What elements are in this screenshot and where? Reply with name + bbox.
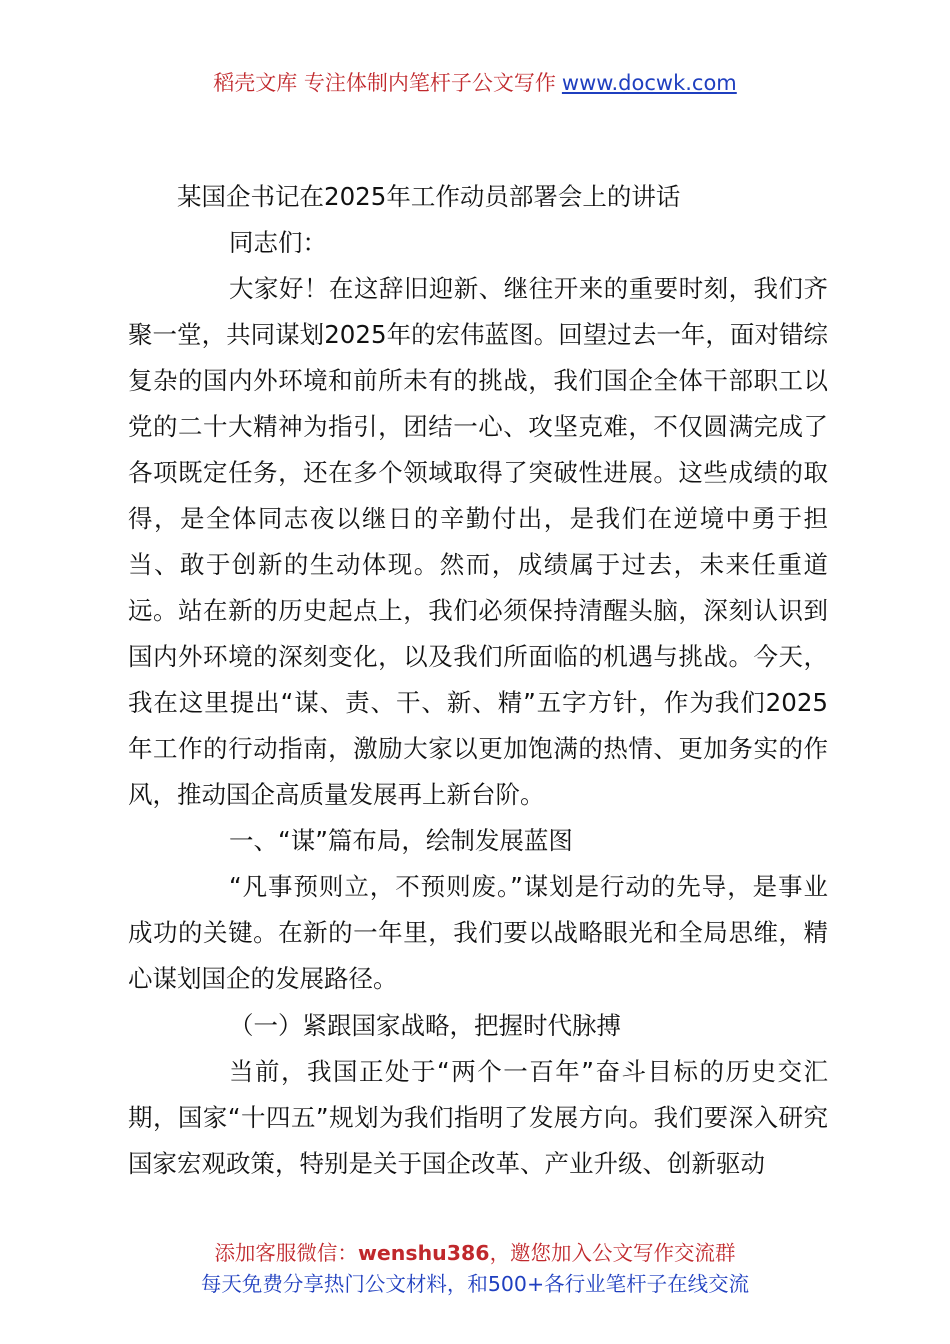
footer-contact-suffix: ，邀您加入公文写作交流群 (489, 1241, 736, 1265)
intro-paragraph: 大家好！在这辞旧迎新、继往开来的重要时刻，我们齐聚一堂，共同谋划2025年的宏伟蓝图。回望过去一年，面对错综复杂的国内外环境和前所未有的挑战，我们国企全体干部职工以党的二十大精神为指引，团结一心、攻坚克难，不仅圆满完成了各项既定任务，还在多个领域取得了突破性进展。这些成绩的取得，是全体同志夜以继日的辛勤付出，是我们在逆境中勇于担当、敢于创新的生动体现。然而，成绩属于过去，未来任重道远。站在新的历史起点上，我们必须保持清醒头脑，深刻认识到国内外环境的深刻变化，以及我们所面临的机遇与挑战。今天，我在这里提出“谋、责、干、新、精”五字方针，作为我们2025年工作的行动指南，激励大家以更加饱满的热情、更加务实的作风，推动国企高质量发展再上新台阶。 (128, 274, 828, 809)
section-paragraph: “凡事预则立，不预则废。”谋划是行动的先导，是事业成功的关键。在新的一年里，我们要以战略眼光和全局思维，精心谋划国企的发展路径。 (128, 872, 828, 993)
document-title: 某国企书记在2025年工作动员部署会上的讲话 (177, 182, 681, 211)
page-footer (0, 1238, 950, 1300)
page-header (0, 66, 950, 100)
footer-contact-line (0, 1238, 950, 1269)
website-link[interactable]: www.docwk.com (561, 71, 737, 95)
subsection-paragraph: 当前，我国正处于“两个一百年”奋斗目标的历史交汇期，国家“十四五”规划为我们指明了发展方向。我们要深入研究国家宏观政策，特别是关于国企改革、产业升级、创新驱动 (128, 1057, 828, 1178)
footer-promo-line: 每天免费分享热门公文材料，和500+各行业笔杆子在线交流 (200, 1272, 750, 1296)
subsection-heading: （一）紧跟国家战略，把握时代脉搏 (229, 1011, 621, 1040)
brand-tagline: 稻壳文库 专注体制内笔杆子公文写作 (213, 71, 556, 95)
document-body (128, 174, 828, 1187)
footer-contact-prefix: 添加客服微信： (214, 1241, 358, 1265)
wechat-id: wenshu386 (357, 1241, 490, 1265)
section-heading: 一、“谋”篇布局，绘制发展蓝图 (229, 826, 573, 855)
salutation: 同志们： (229, 228, 327, 257)
